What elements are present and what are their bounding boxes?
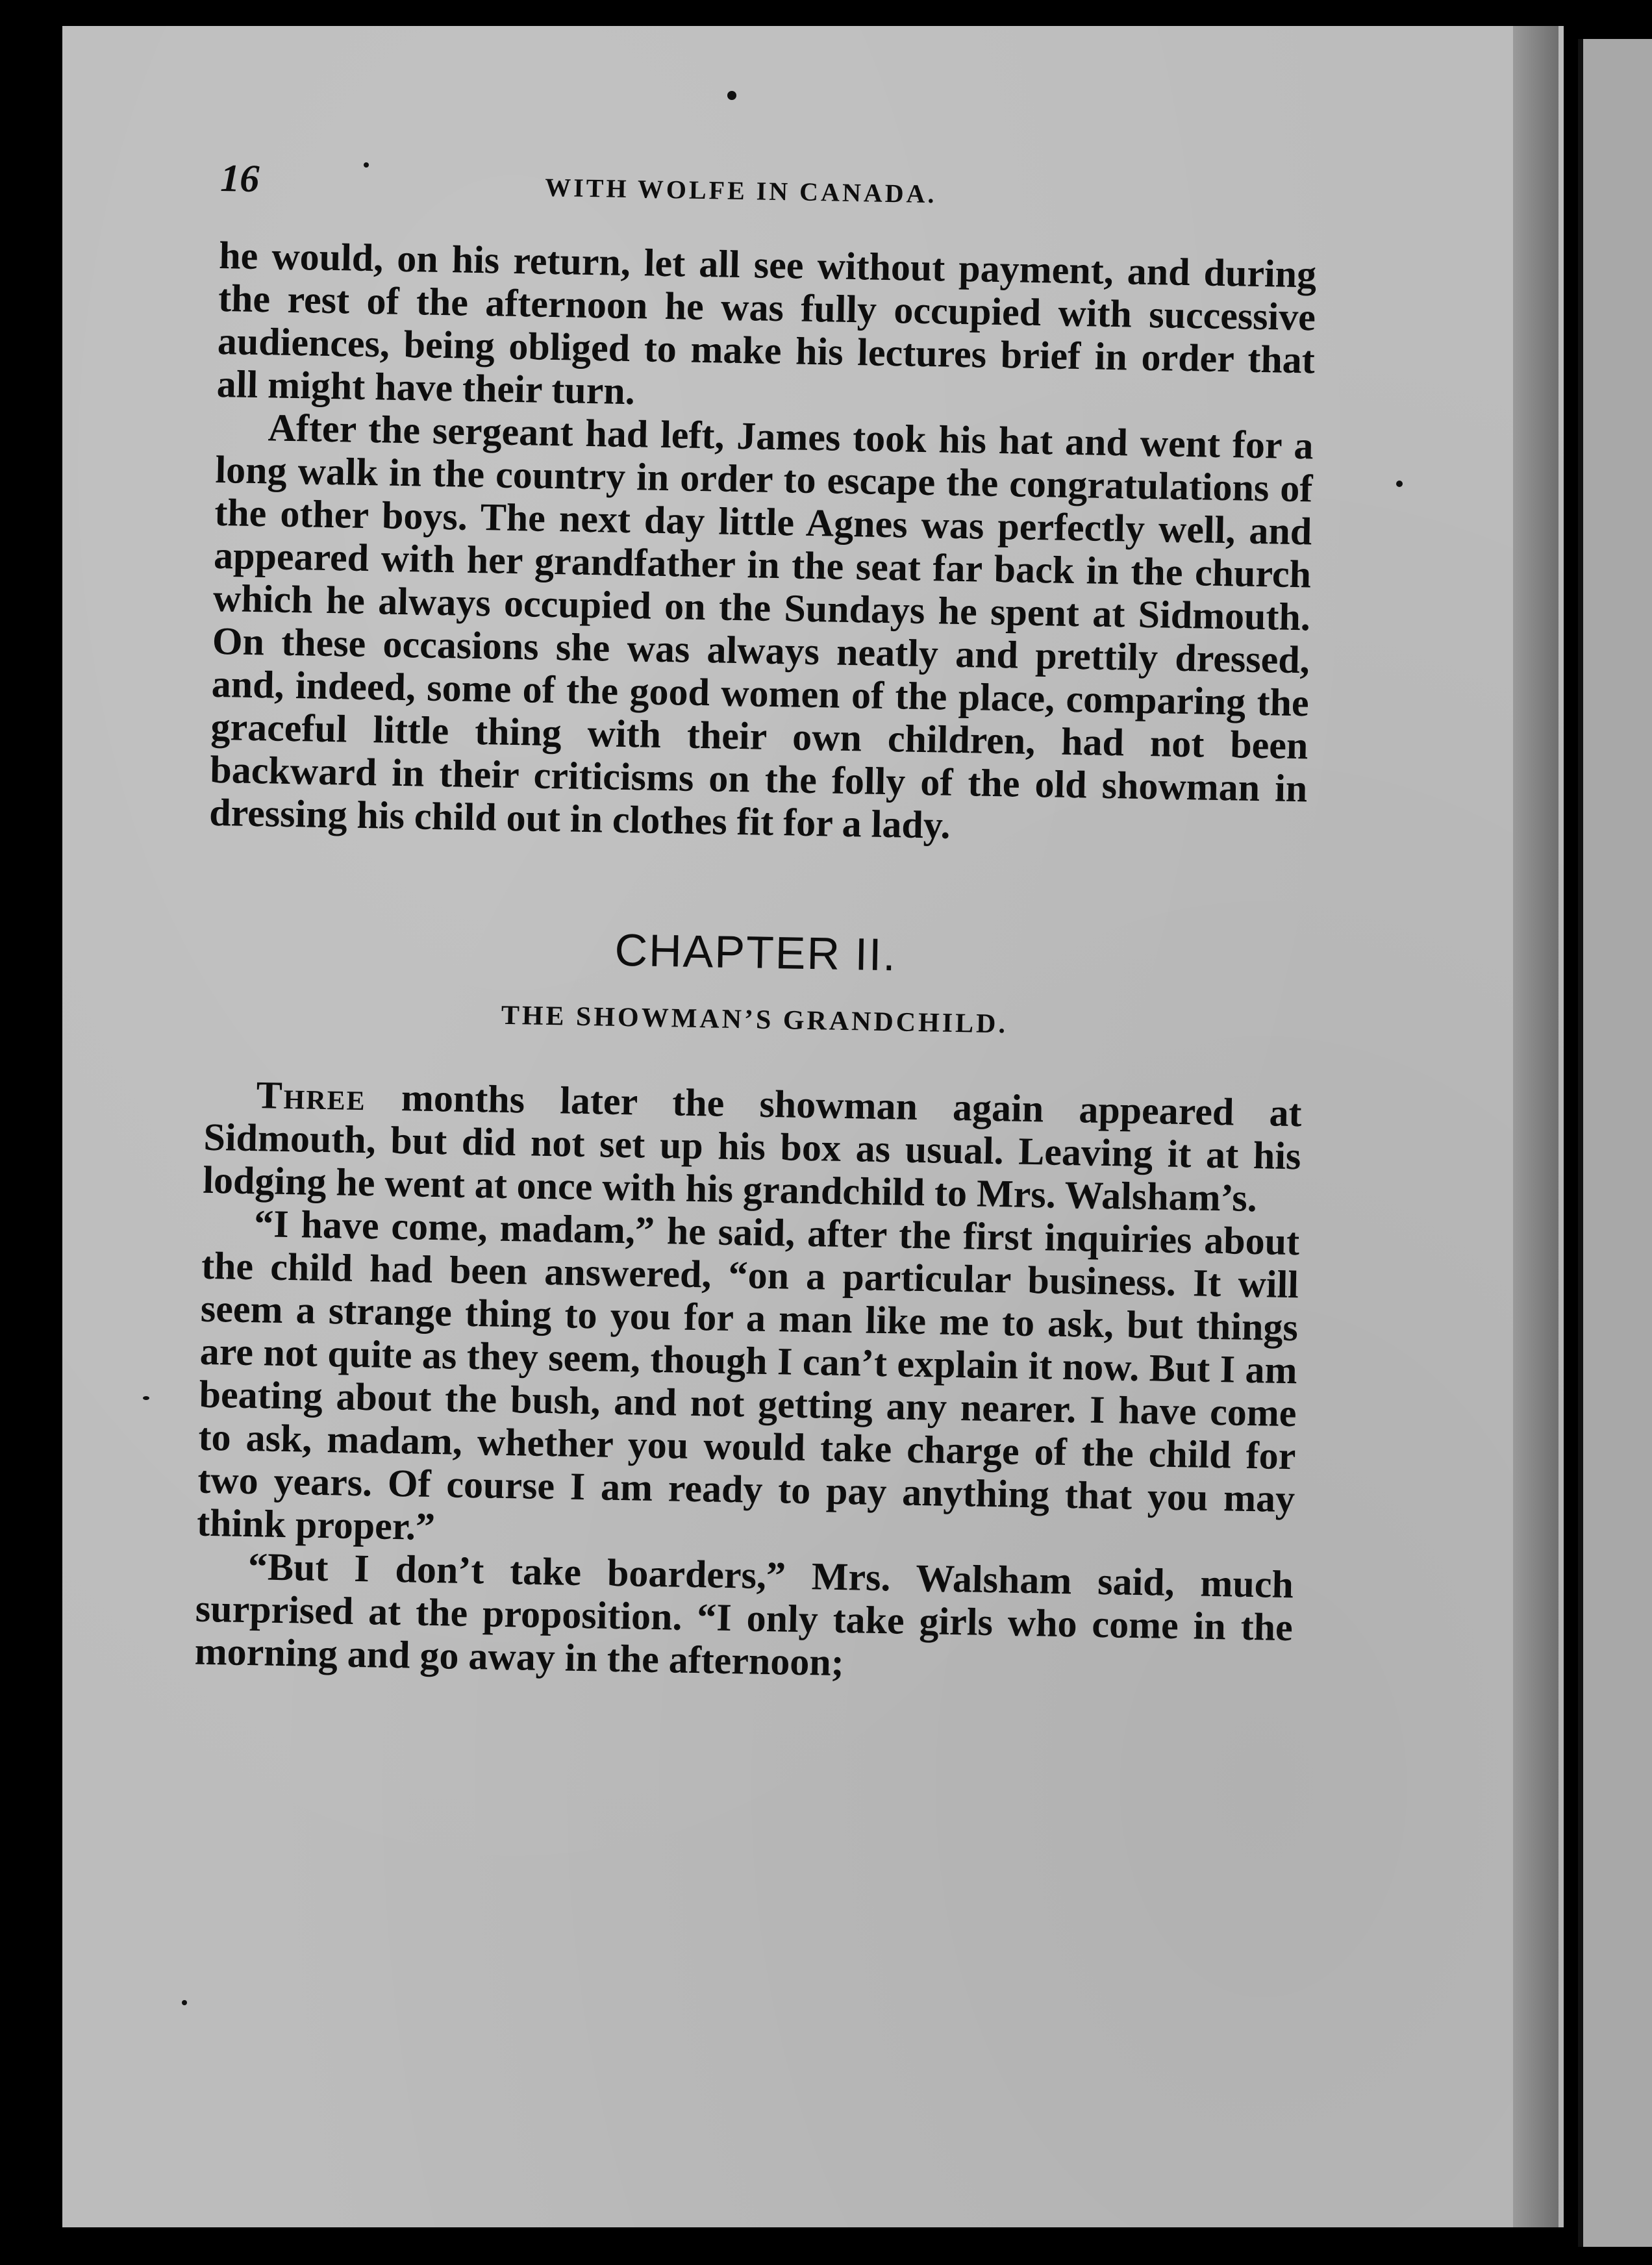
paragraph: “But I don’t take boarders,” Mrs. Walsham said, much surprised at the proposition. “I only take girls who come in the morning and go away in the afternoon; bbox=[194, 1545, 1294, 1684]
next-page-edge bbox=[1578, 39, 1652, 2247]
paragraph bbox=[203, 1073, 1302, 1220]
chapter-subtitle: THE SHOWMAN’S GRANDCHILD. bbox=[501, 1000, 1008, 1040]
page-text-block bbox=[194, 156, 1318, 1692]
chapter-opening-word: Three bbox=[256, 1073, 367, 1119]
book-gutter bbox=[1513, 26, 1558, 2227]
dust-speck bbox=[182, 2000, 187, 2005]
paragraph: After the sergeant had left, James took his hat and went for a long walk in the country in order to escape the congratulations of the other boys. The next day little Agnes was perfectly well, and appeared with her grandfather in the seat far back in the church which he always occupied on the Sundays he spent at Sidmouth. On these occasions she was always neatly and prettily dressed, and, indeed, some of the good women of the place, comparing the graceful little thing with their own children, had not been backward in their criticisms on the folly of the old showman in dressing his child out in clothes fit for a lady. bbox=[208, 406, 1314, 847]
chapter-title: CHAPTER II. bbox=[614, 924, 897, 981]
dust-speck bbox=[143, 1396, 149, 1400]
dust-speck bbox=[727, 91, 736, 100]
paragraph-text: months later the showman again appeared at Sidmouth, but did not set up his box as usual. Leaving it at his lodging he went at once with his grandchild to Mrs. Walsham’s. bbox=[202, 1075, 1303, 1220]
running-title: WITH WOLFE IN CANADA. bbox=[544, 172, 937, 209]
page-number: 16 bbox=[219, 156, 260, 201]
dust-speck bbox=[1396, 481, 1403, 487]
paragraph: he would, on his return, let all see without payment, and during the rest of the afternoon he was fully occupied with successive audiences, being obliged to make his lectures brief in order that all might have their turn. bbox=[216, 233, 1317, 413]
paragraph: “I have come, madam,” he said, after the first inquiries about the child had been answered, “on a particular business. It will seem a strange thing to you for a man like me to ask, but things are not quite as they seem, though I can’t explain it now. But I am beating about the bush, and not getting any nearer. I have come to ask, madam, whether you would take charge of the child for two years. Of course I am ready to pay anything that you may think proper.” bbox=[196, 1202, 1300, 1549]
